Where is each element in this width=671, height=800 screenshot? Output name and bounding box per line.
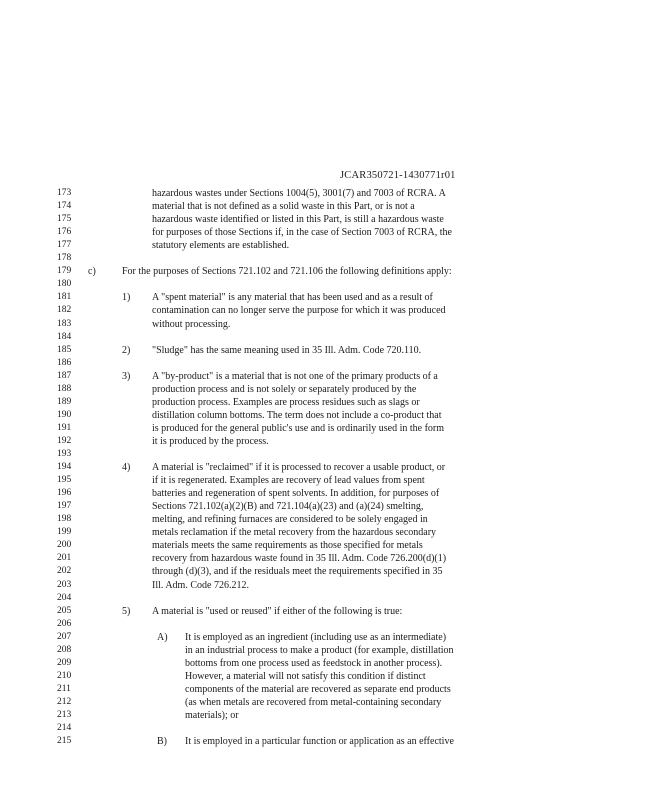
document-line (0, 357, 671, 370)
line-number: 174 (57, 201, 72, 212)
document-line (0, 278, 671, 291)
line-text: hazardous waste identified or listed in this Part, is still a hazardous waste (152, 214, 444, 226)
line-text: production process and is not solely or separately produced by the (152, 383, 417, 395)
document-line (0, 370, 671, 383)
line-number: 202 (57, 566, 72, 577)
line-text: contamination can no longer serve the purpose for which it was produced (152, 305, 446, 317)
document-line (0, 383, 671, 396)
line-text: A "spent material" is any material that has been used and as a result of (152, 292, 433, 304)
line-number: 188 (57, 383, 72, 394)
line-text: in an industrial process to make a product (for example, distillation (185, 644, 454, 656)
line-text: materials); or (185, 710, 239, 721)
subsection-label: A) (157, 631, 168, 643)
subsection-label: B) (157, 736, 167, 748)
line-text: A "by-product" is a material that is not one of the primary products of a (152, 370, 438, 382)
line-text: (as when metals are recovered from metal-containing secondary (185, 696, 442, 708)
line-text: melting, and refining furnaces are considered to be solely engaged in (152, 514, 428, 526)
document-line (0, 552, 671, 565)
document-line (0, 683, 671, 696)
subsection-label: 3) (122, 370, 131, 382)
line-number: 207 (57, 631, 72, 642)
line-number: 200 (57, 540, 72, 551)
line-text: materials meets the same requirements as those specified for metals (152, 540, 423, 552)
line-number: 191 (57, 422, 72, 433)
document-header-code: JCAR350721-1430771r01 (340, 170, 456, 181)
line-text: production process. Examples are process residues such as slags or (152, 396, 420, 408)
line-number: 194 (57, 462, 72, 473)
subsection-label: c) (88, 266, 96, 278)
line-number: 178 (57, 253, 72, 264)
document-line (0, 226, 671, 239)
subsection-label: 5) (122, 605, 131, 617)
line-text: it is produced by the process. (152, 435, 269, 447)
line-number: 193 (57, 449, 72, 459)
line-text: batteries and regeneration of spent solvents. In addition, for purposes of (152, 488, 440, 500)
line-number: 209 (57, 657, 72, 668)
document-line (0, 487, 671, 500)
document-line (0, 422, 671, 435)
line-text: is produced for the general public's use and is ordinarily used in the form (152, 422, 445, 434)
document-line (0, 409, 671, 422)
document-line (0, 331, 671, 344)
line-text: For the purposes of Sections 721.102 and 721.106 the following definitions apply: (122, 266, 452, 278)
line-text: A material is "reclaimed" if it is processed to recover a usable product, or (152, 462, 446, 474)
line-number: 177 (57, 240, 72, 251)
line-number: 190 (57, 409, 72, 420)
subsection-label: 4) (122, 462, 131, 474)
line-number: 204 (57, 592, 72, 603)
line-number: 195 (57, 475, 72, 486)
document-line (0, 592, 671, 605)
line-number: 185 (57, 344, 72, 355)
document-line (0, 435, 671, 448)
line-number: 186 (57, 357, 72, 368)
line-text: Sections 721.102(a)(2)(B) and 721.104(a)(23) and (a)(24) smelting, (152, 501, 424, 513)
document-line (0, 318, 671, 331)
line-text: Ill. Adm. Code 726.212. (152, 579, 249, 591)
line-text: metals reclamation if the metal recovery from the hazardous secondary (152, 527, 437, 539)
line-text: hazardous wastes under Sections 1004(5), 3001(7) and 7003 of RCRA. A (152, 188, 446, 199)
document-line (0, 579, 671, 592)
document-line (0, 396, 671, 409)
document-line (0, 200, 671, 213)
document-line (0, 709, 671, 722)
document-line (0, 735, 671, 748)
line-number: 214 (57, 723, 72, 734)
line-number: 180 (57, 279, 72, 290)
subsection-label: 1) (122, 292, 131, 304)
document-line (0, 722, 671, 735)
line-number: 192 (57, 435, 72, 446)
line-text: if it is regenerated. Examples are recovery of lead values from spent (152, 475, 425, 487)
line-number: 205 (57, 605, 72, 616)
line-text: A material is "used or reused" if either of the following is true: (152, 605, 403, 617)
document-line (0, 213, 671, 226)
line-number: 215 (57, 736, 72, 747)
document-line (0, 631, 671, 644)
document-line (0, 474, 671, 487)
line-text: bottoms from one process used as feedstock in another process). (185, 657, 443, 669)
line-number: 206 (57, 618, 72, 629)
document-line (0, 605, 671, 618)
document-line (0, 291, 671, 304)
line-text: It is employed as an ingredient (including use as an intermediate) (185, 631, 447, 643)
line-number: 198 (57, 514, 72, 525)
line-text: statutory elements are established. (152, 240, 290, 252)
document-line (0, 670, 671, 683)
document-line (0, 526, 671, 539)
line-text: without processing. (152, 318, 231, 330)
document-line (0, 252, 671, 265)
line-number: 173 (57, 188, 72, 198)
line-text: It is employed in a particular function or application as an effective (185, 736, 454, 748)
line-text: material that is not defined as a solid waste in this Part, or is not a (152, 201, 415, 213)
line-number: 179 (57, 266, 72, 277)
line-text: distillation column bottoms. The term does not include a co-product that (152, 409, 442, 421)
document-line (0, 448, 671, 461)
document-line (0, 513, 671, 526)
line-number: 183 (57, 318, 72, 329)
line-number: 196 (57, 488, 72, 499)
line-text: However, a material will not satisfy this condition if distinct (185, 670, 426, 682)
line-number: 197 (57, 501, 72, 512)
line-number: 176 (57, 227, 72, 238)
line-number: 208 (57, 644, 72, 655)
line-number: 175 (57, 214, 72, 225)
document-line (0, 565, 671, 578)
document-line (0, 539, 671, 552)
line-number: 201 (57, 553, 72, 564)
document-line (0, 239, 671, 252)
line-number: 199 (57, 527, 72, 538)
line-text: recovery from hazardous waste found in 35 Ill. Adm. Code 726.200(d)(1) (152, 553, 447, 565)
line-number: 187 (57, 370, 72, 381)
document-line (0, 696, 671, 709)
line-text: for purposes of those Sections if, in the case of Section 7003 of RCRA, the (152, 227, 452, 239)
line-number: 182 (57, 305, 72, 316)
document-line (0, 500, 671, 513)
document-line (0, 657, 671, 670)
document-line (0, 461, 671, 474)
line-text: through (d)(3), and if the residuals meet the requirements specified in 35 (152, 566, 443, 578)
document-line (0, 618, 671, 631)
line-number: 203 (57, 579, 72, 590)
line-text: "Sludge" has the same meaning used in 35 Ill. Adm. Code 720.110. (152, 344, 422, 356)
line-text: components of the material are recovered as separate end products (185, 683, 451, 695)
document-line (0, 187, 671, 200)
subsection-label: 2) (122, 344, 131, 356)
document-line (0, 344, 671, 357)
line-number: 211 (57, 683, 71, 694)
line-number: 210 (57, 670, 72, 681)
document-line (0, 265, 671, 278)
line-number: 212 (57, 696, 72, 707)
line-number: 213 (57, 710, 72, 720)
document-line (0, 304, 671, 317)
document-line (0, 644, 671, 657)
line-number: 181 (57, 292, 72, 303)
line-number: 184 (57, 331, 72, 342)
line-number: 189 (57, 396, 72, 407)
